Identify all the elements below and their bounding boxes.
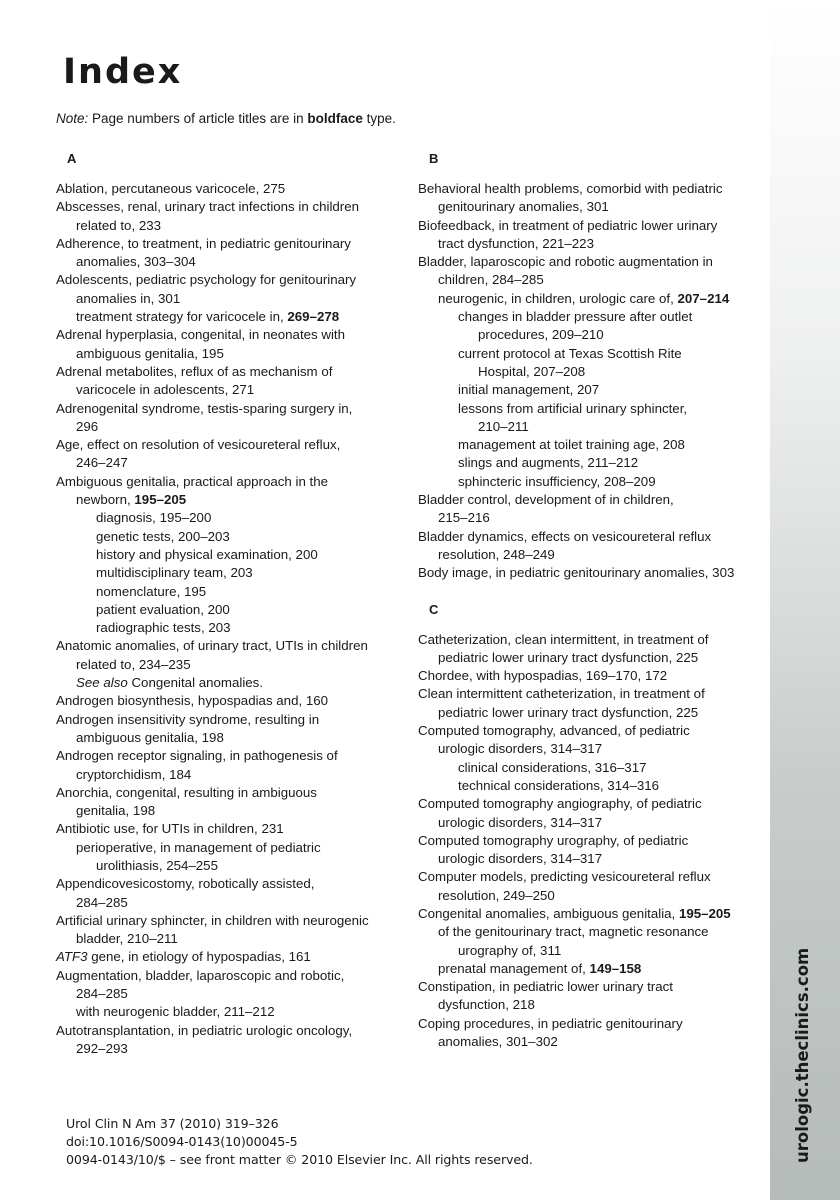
index-entry bbox=[56, 509, 401, 527]
index-entry bbox=[418, 868, 763, 886]
index-entry bbox=[56, 217, 401, 235]
entry-text: Coping procedures, in pediatric genitourinary bbox=[418, 1015, 683, 1031]
entry-text: Adrenogenital syndrome, testis-sparing surgery in, bbox=[56, 400, 353, 416]
entry-text: Ambiguous genitalia, practical approach in the bbox=[56, 473, 329, 489]
entry-text: Behavioral health problems, comorbid with pediatric bbox=[418, 181, 723, 196]
entry-text: resolution, 249–250 bbox=[438, 887, 555, 903]
entry-text: anomalies, 301–302 bbox=[438, 1034, 558, 1050]
entry-bold-pages: 269–278 bbox=[287, 309, 340, 325]
index-entry bbox=[418, 960, 763, 978]
index-entry bbox=[418, 740, 763, 758]
entry-text: Androgen insensitivity syndrome, resulting in bbox=[56, 711, 320, 727]
entry-text: children, 284–285 bbox=[438, 272, 544, 288]
index-entry bbox=[56, 692, 401, 710]
index-entry bbox=[418, 454, 763, 472]
entry-text: 292–293 bbox=[76, 1040, 128, 1056]
index-entry bbox=[56, 454, 401, 472]
entry-text: radiographic tests, 203 bbox=[96, 620, 231, 636]
entry-text: diagnosis, 195–200 bbox=[96, 510, 212, 526]
index-entry bbox=[56, 784, 401, 802]
index-entry bbox=[418, 491, 763, 509]
entry-text: newborn, bbox=[76, 492, 135, 508]
copyright-line: 0094-0143/10/$ – see front matter © 2010 Elsevier Inc. All rights reserved. bbox=[66, 1152, 533, 1167]
entry-text: prenatal management of, bbox=[438, 960, 590, 976]
index-entry bbox=[56, 253, 401, 271]
index-entry bbox=[56, 381, 401, 399]
entry-text: 284–285 bbox=[76, 894, 128, 910]
index-entry bbox=[56, 400, 401, 418]
doi-line: doi:10.1016/S0094-0143(10)00045-5 bbox=[66, 1134, 298, 1149]
section-letter-b: B bbox=[429, 151, 439, 166]
entry-text: Antibiotic use, for UTIs in children, 231 bbox=[56, 821, 284, 837]
index-entry bbox=[56, 875, 401, 893]
index-entry bbox=[418, 564, 763, 582]
index-entry bbox=[56, 930, 401, 948]
entry-text: procedures, 209–210 bbox=[478, 327, 604, 343]
index-entry bbox=[418, 473, 763, 491]
entry-text: of the genitourinary tract, magnetic resonance bbox=[438, 924, 709, 940]
index-entry bbox=[418, 528, 763, 546]
section-letter-c: C bbox=[429, 601, 439, 617]
entry-text: 215–216 bbox=[438, 510, 490, 526]
entry-text: anomalies in, 301 bbox=[76, 290, 181, 306]
index-entry bbox=[418, 1033, 763, 1051]
entry-text: bladder, 210–211 bbox=[76, 931, 178, 947]
index-entry bbox=[418, 795, 763, 813]
entry-text: technical considerations, 314–316 bbox=[458, 777, 660, 793]
entry-text: Computer models, predicting vesicoureteral reflux bbox=[418, 869, 711, 885]
note-text-2: type. bbox=[362, 111, 396, 126]
index-entry bbox=[56, 418, 401, 436]
entry-text: Anorchia, congenital, resulting in ambiguous bbox=[56, 784, 317, 800]
note-text-1: Page numbers of article titles are in bbox=[88, 111, 308, 126]
note-bold: boldface bbox=[307, 111, 363, 126]
entry-text: sphincteric insufficiency, 208–209 bbox=[458, 473, 656, 489]
entry-italic: ATF3 bbox=[56, 949, 88, 965]
index-entry bbox=[56, 1022, 401, 1040]
index-entry bbox=[56, 290, 401, 308]
index-entry bbox=[418, 326, 763, 344]
index-entry bbox=[418, 996, 763, 1014]
index-entry bbox=[418, 722, 763, 740]
index-entry bbox=[56, 912, 401, 930]
index-entry bbox=[418, 400, 763, 418]
entry-text: slings and augments, 211–212 bbox=[458, 455, 639, 471]
entry-text: Artificial urinary sphincter, in children with neurogenic bbox=[56, 912, 369, 928]
index-entry bbox=[418, 1015, 763, 1033]
index-entry bbox=[56, 528, 401, 546]
entry-text: Adrenal metabolites, reflux of as mechanism of bbox=[56, 363, 333, 379]
entry-text: related to, 234–235 bbox=[76, 656, 191, 672]
index-entries-a bbox=[56, 180, 401, 1058]
entry-text: anomalies, 303–304 bbox=[76, 254, 196, 270]
entry-text: nomenclature, 195 bbox=[96, 583, 207, 599]
index-entry bbox=[418, 978, 763, 996]
entry-text: genitalia, 198 bbox=[76, 803, 156, 819]
index-entry bbox=[56, 546, 401, 564]
index-entry bbox=[56, 985, 401, 1003]
entry-text: Appendicovesicostomy, robotically assisted, bbox=[56, 876, 315, 892]
index-entry bbox=[418, 923, 763, 941]
entry-text: urologic disorders, 314–317 bbox=[438, 814, 603, 830]
entry-italic: See also bbox=[76, 675, 128, 691]
citation-footer bbox=[66, 1115, 533, 1169]
note-prefix: Note: bbox=[56, 111, 89, 126]
entry-text: urologic disorders, 314–317 bbox=[438, 741, 603, 757]
index-entry bbox=[418, 649, 763, 667]
index-entry bbox=[418, 381, 763, 399]
index-entry bbox=[56, 674, 401, 692]
index-entry bbox=[56, 839, 401, 857]
entry-text: 246–247 bbox=[76, 455, 128, 471]
index-entry bbox=[418, 631, 763, 649]
entry-text: patient evaluation, 200 bbox=[96, 601, 230, 617]
entry-text: Androgen receptor signaling, in pathogenesis of bbox=[56, 748, 338, 764]
entry-text: Adolescents, pediatric psychology for genitourinary bbox=[56, 272, 357, 288]
index-entry bbox=[56, 491, 401, 509]
index-entry bbox=[418, 832, 763, 850]
journal-url[interactable]: urologic.theclinics.com bbox=[793, 947, 812, 1163]
index-entry bbox=[56, 198, 401, 216]
index-entry bbox=[418, 363, 763, 381]
entry-bold-pages: 195–205 bbox=[134, 492, 187, 508]
index-entry bbox=[418, 345, 763, 363]
entry-text: ambiguous genitalia, 198 bbox=[76, 729, 224, 745]
entry-text: multidisciplinary team, 203 bbox=[96, 565, 253, 581]
index-column-right bbox=[418, 150, 763, 1051]
index-entry bbox=[418, 814, 763, 832]
entry-text: Computed tomography urography, of pediatric bbox=[418, 832, 689, 848]
index-entry bbox=[418, 271, 763, 289]
entry-text: gene, in etiology of hypospadias, 161 bbox=[87, 949, 311, 965]
index-entry bbox=[56, 820, 401, 838]
entry-text: pediatric lower urinary tract dysfunction, 225 bbox=[438, 649, 699, 665]
index-entry bbox=[56, 345, 401, 363]
entry-text: related to, 233 bbox=[76, 217, 162, 233]
entry-text: Anatomic anomalies, of urinary tract, UTIs in children bbox=[56, 638, 368, 654]
entry-text: ambiguous genitalia, 195 bbox=[76, 345, 224, 361]
index-entry bbox=[56, 802, 401, 820]
entry-text: lessons from artificial urinary sphincter, bbox=[458, 400, 688, 416]
index-entry bbox=[56, 363, 401, 381]
entry-text: Bladder dynamics, effects on vesicoureteral reflux bbox=[418, 528, 712, 544]
index-entry bbox=[418, 704, 763, 722]
entry-text: Chordee, with hypospadias, 169–170, 172 bbox=[418, 668, 668, 684]
entry-bold-pages: 207–214 bbox=[677, 290, 730, 306]
index-column-left bbox=[56, 150, 401, 1058]
index-entry bbox=[56, 894, 401, 912]
index-entry bbox=[418, 905, 763, 923]
index-entry bbox=[56, 656, 401, 674]
entry-text: Congenital anomalies. bbox=[127, 675, 264, 691]
entry-text: treatment strategy for varicocele in, bbox=[76, 309, 288, 325]
entry-text: Autotransplantation, in pediatric urologic oncology, bbox=[56, 1022, 353, 1038]
entry-text: urolithiasis, 254–255 bbox=[96, 857, 218, 873]
entry-text: 284–285 bbox=[76, 986, 128, 1002]
entry-text: pediatric lower urinary tract dysfunction, 225 bbox=[438, 704, 699, 720]
entry-text: Androgen biosynthesis, hypospadias and, 160 bbox=[56, 693, 329, 709]
index-note bbox=[56, 111, 396, 126]
entry-text: Bladder control, development of in children, bbox=[418, 492, 674, 508]
index-entry bbox=[56, 180, 401, 198]
index-entry bbox=[418, 667, 763, 685]
entry-text: urography of, 311 bbox=[458, 942, 562, 958]
index-entry bbox=[56, 711, 401, 729]
entry-text: 210–211 bbox=[478, 418, 529, 434]
index-entry bbox=[418, 759, 763, 777]
index-entry bbox=[418, 235, 763, 253]
entry-text: Bladder, laparoscopic and robotic augmentation in bbox=[418, 254, 713, 270]
entry-text: history and physical examination, 200 bbox=[96, 546, 318, 562]
citation-line: Urol Clin N Am 37 (2010) 319–326 bbox=[66, 1116, 279, 1131]
index-entry bbox=[418, 418, 763, 436]
index-entry bbox=[56, 729, 401, 747]
entry-text: Congenital anomalies, ambiguous genitalia, bbox=[418, 905, 679, 921]
entry-text: perioperative, in management of pediatric bbox=[76, 839, 321, 855]
entry-text: urologic disorders, 314–317 bbox=[438, 851, 603, 867]
entry-text: Catheterization, clean intermittent, in treatment of bbox=[418, 631, 709, 647]
index-entry bbox=[418, 509, 763, 527]
section-letter-a: A bbox=[67, 151, 77, 166]
index-entry bbox=[418, 217, 763, 235]
index-entry bbox=[418, 436, 763, 454]
index-entry bbox=[56, 967, 401, 985]
index-entry bbox=[56, 436, 401, 454]
entry-text: clinical considerations, 316–317 bbox=[458, 759, 647, 775]
entry-bold-pages: 195–205 bbox=[678, 905, 731, 921]
entry-text: changes in bladder pressure after outlet bbox=[458, 309, 693, 325]
index-entry bbox=[56, 637, 401, 655]
index-entry bbox=[418, 546, 763, 564]
entry-text: genetic tests, 200–203 bbox=[96, 528, 230, 544]
entry-text: tract dysfunction, 221–223 bbox=[438, 235, 594, 251]
index-entry bbox=[56, 473, 401, 491]
index-entry bbox=[418, 253, 763, 271]
entry-text: cryptorchidism, 184 bbox=[76, 766, 192, 782]
index-entry bbox=[418, 850, 763, 868]
index-entry bbox=[418, 887, 763, 905]
entry-text: Hospital, 207–208 bbox=[478, 363, 586, 379]
entry-text: varicocele in adolescents, 271 bbox=[76, 382, 255, 398]
index-entry bbox=[56, 857, 401, 875]
entry-text: Biofeedback, in treatment of pediatric lower urinary bbox=[418, 217, 718, 233]
index-entry bbox=[56, 1003, 401, 1021]
index-entry bbox=[56, 948, 401, 966]
entry-text: dysfunction, 218 bbox=[438, 997, 535, 1013]
entry-text: Adherence, to treatment, in pediatric genitourinary bbox=[56, 235, 351, 251]
index-entry bbox=[418, 180, 763, 198]
index-entry bbox=[56, 235, 401, 253]
index-entry bbox=[418, 942, 763, 960]
page-title: Index bbox=[63, 52, 183, 92]
index-entry bbox=[418, 198, 763, 216]
entry-text: Clean intermittent catheterization, in treatment of bbox=[418, 686, 705, 702]
entry-bold-pages: 149–158 bbox=[589, 960, 642, 976]
index-entry bbox=[56, 308, 401, 326]
index-entry bbox=[56, 1040, 401, 1058]
index-entries-c bbox=[418, 631, 763, 1052]
entry-text: neurogenic, in children, urologic care of, bbox=[438, 290, 678, 306]
entry-text: Ablation, percutaneous varicocele, 275 bbox=[56, 181, 286, 196]
index-entry bbox=[56, 564, 401, 582]
entry-text: Abscesses, renal, urinary tract infections in children bbox=[56, 199, 360, 215]
entry-text: Computed tomography, advanced, of pediatric bbox=[418, 723, 690, 739]
entry-text: Augmentation, bladder, laparoscopic and robotic, bbox=[56, 967, 345, 983]
index-entry bbox=[56, 619, 401, 637]
index-entry bbox=[418, 290, 763, 308]
entry-text: management at toilet training age, 208 bbox=[458, 437, 685, 453]
entry-text: resolution, 248–249 bbox=[438, 546, 555, 562]
index-entry bbox=[56, 271, 401, 289]
index-entry bbox=[56, 747, 401, 765]
index-entry bbox=[418, 685, 763, 703]
index-entry bbox=[56, 766, 401, 784]
entry-text: genitourinary anomalies, 301 bbox=[438, 199, 609, 215]
entry-text: Constipation, in pediatric lower urinary tract bbox=[418, 979, 673, 995]
index-entry bbox=[418, 308, 763, 326]
entry-text: initial management, 207 bbox=[458, 382, 600, 398]
index-entry bbox=[56, 326, 401, 344]
entry-text: with neurogenic bladder, 211–212 bbox=[76, 1004, 275, 1020]
index-entries-b bbox=[418, 180, 763, 583]
entry-text: Body image, in pediatric genitourinary anomalies, 303 bbox=[418, 565, 735, 581]
entry-text: 296 bbox=[76, 418, 99, 434]
entry-text: Computed tomography angiography, of pediatric bbox=[418, 796, 702, 812]
index-entry bbox=[56, 601, 401, 619]
entry-text: Age, effect on resolution of vesicoureteral reflux, bbox=[56, 437, 341, 453]
entry-text: Adrenal hyperplasia, congenital, in neonates with bbox=[56, 327, 346, 343]
index-entry bbox=[418, 777, 763, 795]
index-entry bbox=[56, 583, 401, 601]
entry-text: current protocol at Texas Scottish Rite bbox=[458, 345, 682, 361]
